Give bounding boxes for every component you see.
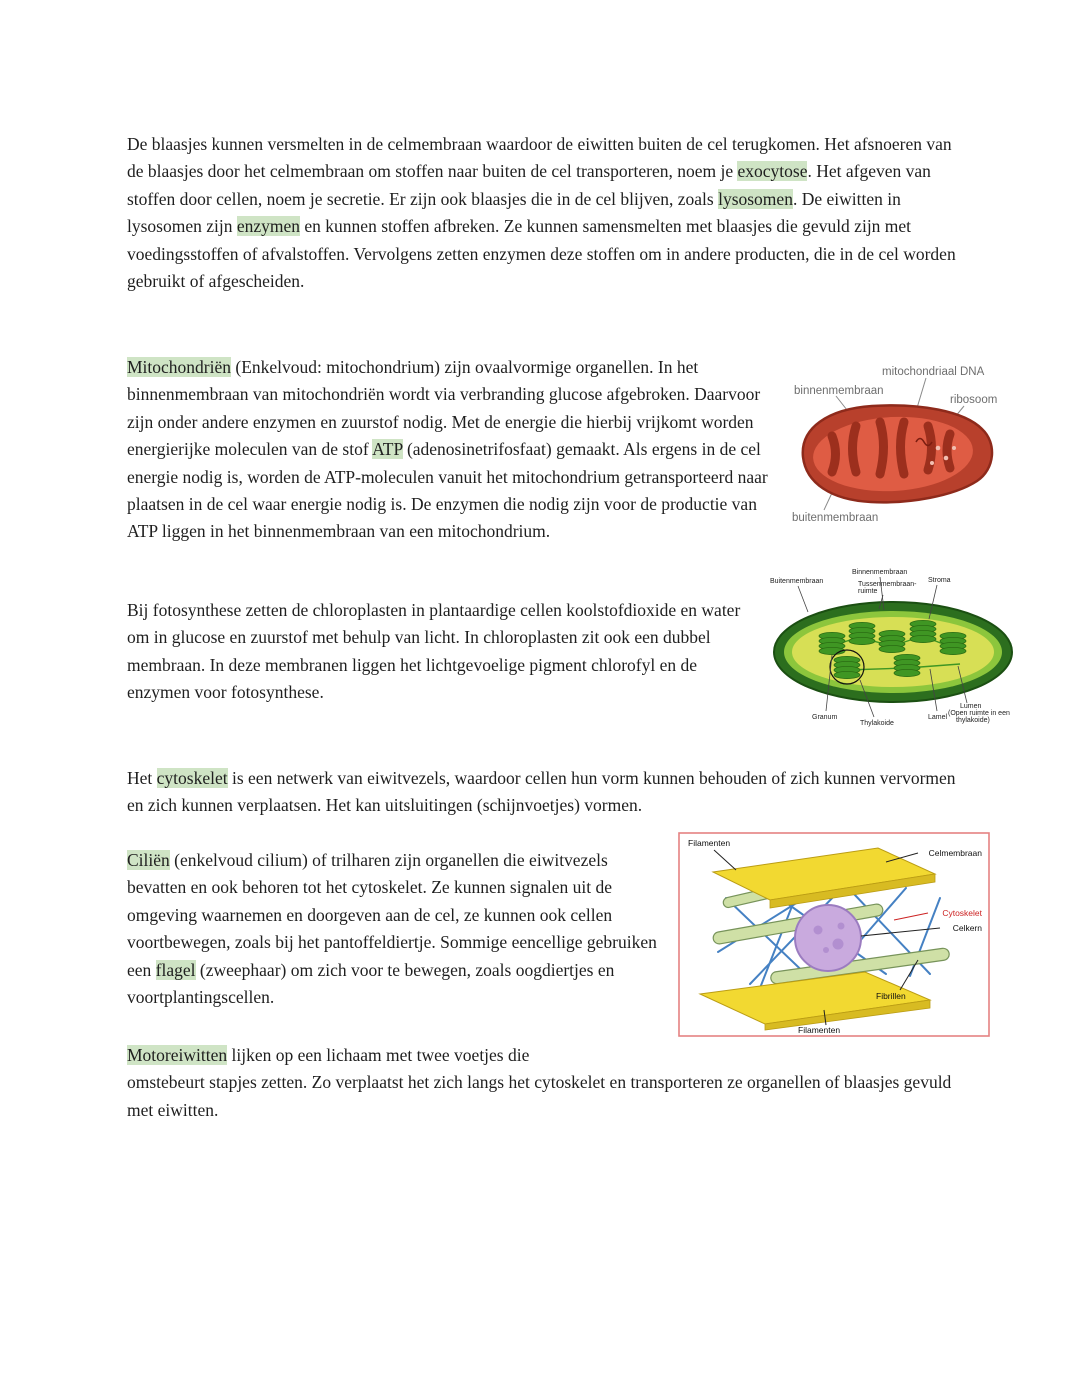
highlight-atp: ATP [372, 439, 403, 460]
text-run: (zweephaar) om zich voor te bewegen, zoals oogdiertjes en voortplantingscellen. [127, 959, 615, 1008]
text-run: (Enkelvoud: mitochondrium) zijn ovaalvormige organellen. In het binnenmembraan van mitochondriën wordt via verbranding glucose afgebroken. Daarvoor zijn onder andere enzymen en zuurstof nodig. Met de energie die hierbij vrijkomt worden energierijke moleculen van de stof [127, 357, 761, 460]
label-lumen: Lumen [960, 703, 982, 710]
highlight-flagel: flagel [155, 959, 196, 980]
text-run: en kunnen stoffen afbreken. Ze kunnen samensmelten met blaasjes die gevuld zijn met voedingsstoffen of afvalstoffen. Vervolgens zetten enzymen deze stoffen om in andere producten, die in de cel worden gebruikt of afgescheiden. [127, 216, 956, 292]
text-run: is een netwerk van eiwitvezels, waardoor cellen hun vorm kunnen behouden of zich kunnen vervormen en zich kunnen verplaatsen. Het kan uitsluitingen (schijnvoetjes) vormen. [127, 768, 956, 816]
cell-nucleus [795, 905, 861, 971]
label-lumen-3: thylakoide) [956, 717, 990, 724]
label-granum: Granum [812, 714, 838, 721]
highlight-cilien: Ciliën [127, 850, 170, 870]
paragraph-cilien [127, 847, 661, 1011]
label-filamenten-bottom: Filamenten [798, 1025, 841, 1035]
text-run: (adenosinetrifosfaat) gemaakt. Als ergens in de cel energie nodig is, worden de ATP-moleculen vanuit het mitochondrium getransporteerd naar plaatsen in de cel waar energie nodig is. De enzymen die nodig zijn voor de productie van ATP liggen in het binnenmembraan van een mitochondrium. [127, 439, 768, 542]
cytoskeleton-diagram [678, 832, 990, 1037]
label-buitenmembraan: buitenmembraan [792, 512, 879, 524]
label-fibrillen: Fibrillen [876, 991, 906, 1001]
label-filamenten-top: Filamenten [688, 838, 731, 848]
text-run: (enkelvoud cilium) of trilharen zijn organellen die eiwitvezels bevatten en ook behoren tot het cytoskelet. Ze kunnen signalen uit de omgeving waarnemen en doorgeven aan de cel, ze kunnen ook cellen voortbewegen, zoals bij het pantoffeldiertje. Sommige eencellige gebruiken een [127, 850, 657, 980]
paragraph-motoreiwitten [127, 1042, 959, 1124]
label-mitochondriaal-dna: mitochondriaal DNA [882, 366, 985, 378]
label-buitenmembraan: Buitenmembraan [770, 578, 824, 585]
mitochondrion-diagram [778, 362, 1006, 532]
label-celmembraan: Celmembraan [928, 848, 982, 858]
text-run: Bij fotosynthese zetten de chloroplasten in plantaardige cellen koolstofdioxide en water om in glucose en zuurstof met behulp van licht. In chloroplasten zit ook een dubbel membraan. In deze membranen liggen het lichtgevoelige pigment chlorofyl en de enzymen voor fotosynthese. [127, 600, 741, 703]
chloroplast-diagram [762, 556, 1018, 728]
text-run: . Het afgeven van stoffen door cellen, noem je secretie. Er zijn ook blaasjes die in de cel blijven, zoals [127, 161, 931, 209]
highlight-exocytose: exocytose [737, 161, 808, 182]
figure-cytoskeleton [678, 832, 990, 1037]
label-lamel: Lamel [928, 714, 948, 721]
text-run: Het [127, 768, 157, 788]
highlight-cytoskelet: cytoskelet [156, 768, 228, 788]
text-run: . De eiwitten in lysosomen zijn [127, 188, 901, 237]
text-run: De blaasjes kunnen versmelten in de celmembraan waardoor de eiwitten buiten de cel terugkomen. Het afsnoeren van de blaasjes door het celmembraan om stoffen naar buiten de cel transporteren, noem je [127, 134, 952, 182]
figure-chloroplast [762, 556, 1018, 728]
label-tussenmembraan-ruimte: Tussenmembraan- [858, 581, 917, 588]
label-tussenmembraan-ruimte-2: ruimte [858, 588, 878, 595]
highlight-enzymen: enzymen [236, 216, 301, 237]
label-thylakoide: Thylakoide [860, 720, 894, 727]
label-cytoskelet: Cytoskelet [942, 908, 982, 918]
paragraph-exocytose [127, 131, 959, 295]
highlight-lysosomen: lysosomen [718, 188, 793, 209]
label-stroma: Stroma [928, 577, 951, 584]
label-binnenmembraan: binnenmembraan [794, 385, 884, 397]
text-run: omstebeurt stapjes zetten. Zo verplaatst het zich langs het cytoskelet en transporteren ze organellen of blaasjes gevuld met eiwitten. [127, 1072, 952, 1120]
text-run: lijken op een lichaam met twee voetjes die [227, 1045, 530, 1065]
paragraph-cytoskelet [127, 765, 959, 820]
highlight-motoreiwitten: Motoreiwitten [127, 1045, 228, 1065]
figure-mitochondrion [778, 362, 1006, 532]
label-celkern: Celkern [952, 923, 982, 933]
paragraph-fotosynthese [127, 597, 759, 707]
highlight-mitochondrien: Mitochondriën [127, 357, 232, 377]
label-lumen-2: (Open ruimte in een [948, 710, 1010, 717]
label-ribosoom: ribosoom [950, 394, 998, 406]
paragraph-mitochondrien [127, 354, 775, 546]
label-binnenmembraan: Binnenmembraan [852, 569, 908, 576]
